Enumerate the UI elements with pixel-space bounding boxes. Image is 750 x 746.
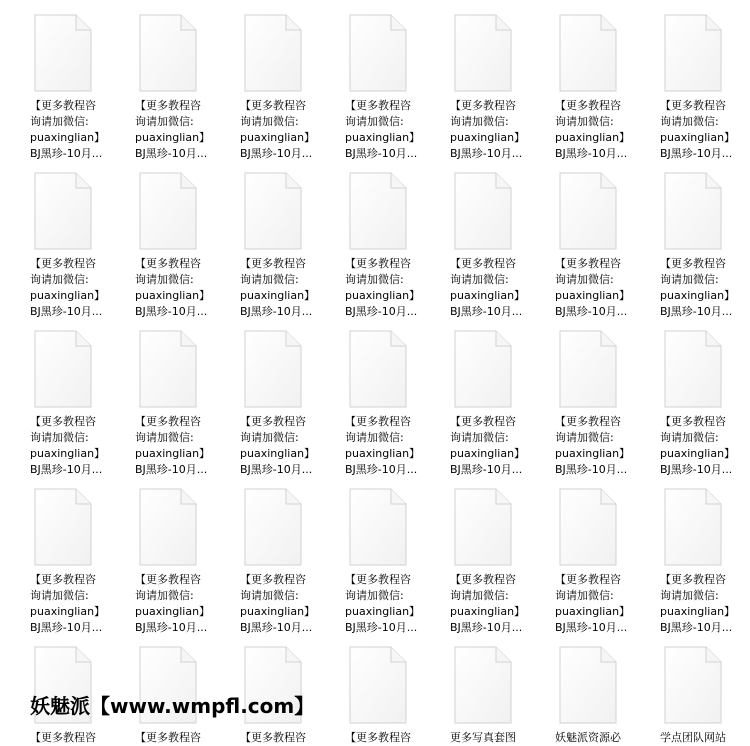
blank-document-icon bbox=[454, 14, 512, 92]
file-name-line: BJ黑珍-10月... bbox=[345, 305, 418, 318]
blank-document-icon bbox=[664, 14, 722, 92]
file-name-line: 询请加微信: bbox=[660, 115, 719, 128]
blank-document-icon bbox=[139, 488, 197, 566]
file-name-line: 【更多教程咨 bbox=[555, 415, 621, 428]
file-name-line: 询请加微信: bbox=[555, 115, 614, 128]
file-name-line: BJ黑珍-10月... bbox=[240, 147, 313, 160]
file-name-line: 【更多教程咨 bbox=[30, 573, 96, 586]
file-name-line: puaxinglian】 bbox=[135, 289, 211, 302]
file-name-line: 询请加微信: bbox=[240, 589, 299, 602]
blank-document-icon bbox=[664, 330, 722, 408]
file-name-label bbox=[450, 572, 546, 636]
file-name-line: 询请加微信: bbox=[30, 273, 89, 286]
file-name-line: 询请加微信: bbox=[135, 431, 194, 444]
blank-document-icon bbox=[244, 14, 302, 92]
blank-document-icon bbox=[664, 488, 722, 566]
file-name-line: 询请加微信: bbox=[30, 431, 89, 444]
file-name-label bbox=[30, 730, 126, 746]
blank-document-icon bbox=[349, 172, 407, 250]
file-name-line: BJ黑珍-10月... bbox=[240, 305, 313, 318]
file-name-label bbox=[135, 572, 231, 636]
file-name-line: 询请加微信: bbox=[555, 431, 614, 444]
file-name-line: BJ黑珍-10月... bbox=[450, 463, 523, 476]
file-name-label bbox=[345, 730, 441, 746]
blank-document-icon bbox=[454, 488, 512, 566]
file-name-line: 妖魅派资源必 bbox=[555, 731, 621, 744]
file-name-line: 【更多教程咨 bbox=[135, 257, 201, 270]
blank-document-icon bbox=[349, 646, 407, 724]
file-name-line: BJ黑珍-10月... bbox=[135, 621, 208, 634]
file-name-label bbox=[450, 256, 546, 320]
file-name-line: 【更多教程咨 bbox=[30, 257, 96, 270]
file-name-line: BJ黑珍-10月... bbox=[660, 463, 733, 476]
file-name-line: 【更多教程咨 bbox=[240, 731, 306, 744]
file-name-label bbox=[660, 730, 750, 746]
file-name-line: 【更多教程咨 bbox=[660, 99, 726, 112]
file-name-line: 询请加微信: bbox=[660, 273, 719, 286]
blank-document-icon bbox=[349, 14, 407, 92]
file-name-line: puaxinglian】 bbox=[345, 447, 421, 460]
file-name-line: puaxinglian】 bbox=[660, 131, 736, 144]
file-name-line: 【更多教程咨 bbox=[555, 99, 621, 112]
file-name-label bbox=[555, 572, 651, 636]
file-name-line: 【更多教程咨 bbox=[450, 257, 516, 270]
file-name-line: 询请加微信: bbox=[240, 431, 299, 444]
blank-document-icon bbox=[34, 488, 92, 566]
file-name-line: 【更多教程咨 bbox=[135, 415, 201, 428]
file-name-label bbox=[240, 572, 336, 636]
file-name-line: 【更多教程咨 bbox=[240, 573, 306, 586]
file-name-line: BJ黑珍-10月... bbox=[555, 305, 628, 318]
file-name-line: puaxinglian】 bbox=[660, 605, 736, 618]
blank-document-icon bbox=[244, 330, 302, 408]
file-name-line: 更多写真套图 bbox=[450, 731, 516, 744]
file-name-line: 询请加微信: bbox=[450, 115, 509, 128]
file-name-line: BJ黑珍-10月... bbox=[30, 621, 103, 634]
file-name-label bbox=[30, 98, 126, 162]
file-name-line: 询请加微信: bbox=[345, 431, 404, 444]
file-name-line: 询请加微信: bbox=[135, 589, 194, 602]
file-name-label bbox=[450, 414, 546, 478]
file-name-line: 【更多教程咨 bbox=[450, 99, 516, 112]
file-name-line: 【更多教程咨 bbox=[240, 257, 306, 270]
file-name-line: puaxinglian】 bbox=[660, 447, 736, 460]
file-name-line: puaxinglian】 bbox=[240, 131, 316, 144]
file-name-line: puaxinglian】 bbox=[135, 131, 211, 144]
file-name-line: 询请加微信: bbox=[555, 589, 614, 602]
file-name-label bbox=[240, 98, 336, 162]
blank-document-icon bbox=[559, 646, 617, 724]
blank-document-icon bbox=[559, 172, 617, 250]
file-name-line: 学点团队网站 bbox=[660, 731, 726, 744]
file-name-line: BJ黑珍-10月... bbox=[30, 147, 103, 160]
file-name-line: 【更多教程咨 bbox=[30, 99, 96, 112]
watermark-text: 妖魅派【www.wmpfl.com】 bbox=[30, 694, 315, 718]
file-name-line: puaxinglian】 bbox=[450, 131, 526, 144]
file-name-line: 询请加微信: bbox=[30, 115, 89, 128]
file-name-line: puaxinglian】 bbox=[555, 605, 631, 618]
blank-document-icon bbox=[454, 646, 512, 724]
blank-document-icon bbox=[244, 172, 302, 250]
file-name-line: puaxinglian】 bbox=[240, 605, 316, 618]
blank-document-icon bbox=[139, 172, 197, 250]
file-name-line: BJ黑珍-10月... bbox=[30, 305, 103, 318]
file-name-label bbox=[240, 256, 336, 320]
blank-document-icon bbox=[349, 488, 407, 566]
file-name-line: 询请加微信: bbox=[450, 431, 509, 444]
file-name-line: 【更多教程咨 bbox=[660, 415, 726, 428]
blank-document-icon bbox=[454, 330, 512, 408]
file-name-line: BJ黑珍-10月... bbox=[135, 305, 208, 318]
file-name-label bbox=[555, 98, 651, 162]
file-name-line: puaxinglian】 bbox=[30, 131, 106, 144]
file-name-line: BJ黑珍-10月... bbox=[660, 305, 733, 318]
file-name-line: 询请加微信: bbox=[450, 589, 509, 602]
file-name-line: 询请加微信: bbox=[135, 115, 194, 128]
file-name-line: 【更多教程咨 bbox=[345, 99, 411, 112]
file-name-line: 【更多教程咨 bbox=[450, 415, 516, 428]
file-name-line: puaxinglian】 bbox=[30, 447, 106, 460]
file-name-label bbox=[555, 256, 651, 320]
file-name-line: puaxinglian】 bbox=[135, 447, 211, 460]
file-name-line: BJ黑珍-10月... bbox=[450, 305, 523, 318]
file-name-line: 【更多教程咨 bbox=[555, 573, 621, 586]
file-name-line: puaxinglian】 bbox=[555, 447, 631, 460]
blank-document-icon bbox=[34, 172, 92, 250]
blank-document-icon bbox=[34, 330, 92, 408]
file-name-line: 【更多教程咨 bbox=[450, 573, 516, 586]
file-name-label bbox=[30, 414, 126, 478]
file-name-line: puaxinglian】 bbox=[30, 605, 106, 618]
file-name-line: puaxinglian】 bbox=[555, 131, 631, 144]
file-name-line: 【更多教程咨 bbox=[135, 99, 201, 112]
file-name-label bbox=[660, 414, 750, 478]
file-name-line: BJ黑珍-10月... bbox=[30, 463, 103, 476]
blank-document-icon bbox=[559, 330, 617, 408]
file-name-label bbox=[240, 730, 336, 746]
file-name-label bbox=[135, 730, 231, 746]
file-name-line: BJ黑珍-10月... bbox=[345, 147, 418, 160]
file-name-line: 询请加微信: bbox=[345, 273, 404, 286]
file-name-line: 【更多教程咨 bbox=[240, 415, 306, 428]
file-name-line: puaxinglian】 bbox=[450, 447, 526, 460]
file-name-line: 询请加微信: bbox=[555, 273, 614, 286]
file-name-label bbox=[135, 414, 231, 478]
file-name-line: 【更多教程咨 bbox=[135, 731, 201, 744]
blank-document-icon bbox=[34, 14, 92, 92]
file-name-label bbox=[30, 572, 126, 636]
file-name-line: 询请加微信: bbox=[660, 431, 719, 444]
blank-document-icon bbox=[244, 488, 302, 566]
file-name-line: BJ黑珍-10月... bbox=[555, 147, 628, 160]
file-name-line: 【更多教程咨 bbox=[660, 257, 726, 270]
file-name-line: puaxinglian】 bbox=[240, 447, 316, 460]
file-name-line: 【更多教程咨 bbox=[240, 99, 306, 112]
blank-document-icon bbox=[559, 488, 617, 566]
file-name-line: BJ黑珍-10月... bbox=[135, 147, 208, 160]
file-name-line: BJ黑珍-10月... bbox=[345, 463, 418, 476]
file-name-line: puaxinglian】 bbox=[30, 289, 106, 302]
file-name-label bbox=[555, 414, 651, 478]
file-name-line: 【更多教程咨 bbox=[345, 573, 411, 586]
file-name-label bbox=[345, 572, 441, 636]
file-name-line: BJ黑珍-10月... bbox=[555, 621, 628, 634]
file-name-line: puaxinglian】 bbox=[450, 605, 526, 618]
file-name-label bbox=[135, 256, 231, 320]
file-name-label bbox=[345, 256, 441, 320]
file-name-line: 询请加微信: bbox=[345, 589, 404, 602]
file-name-line: puaxinglian】 bbox=[135, 605, 211, 618]
file-name-line: BJ黑珍-10月... bbox=[450, 147, 523, 160]
file-name-label bbox=[30, 256, 126, 320]
file-name-line: BJ黑珍-10月... bbox=[555, 463, 628, 476]
file-name-line: 【更多教程咨 bbox=[30, 415, 96, 428]
file-name-line: puaxinglian】 bbox=[240, 289, 316, 302]
file-name-line: 询请加微信: bbox=[660, 589, 719, 602]
file-name-line: 询请加微信: bbox=[450, 273, 509, 286]
file-name-line: BJ黑珍-10月... bbox=[660, 621, 733, 634]
file-name-label bbox=[345, 414, 441, 478]
blank-document-icon bbox=[139, 14, 197, 92]
file-name-line: 【更多教程咨 bbox=[555, 257, 621, 270]
file-name-line: BJ黑珍-10月... bbox=[240, 463, 313, 476]
file-name-line: puaxinglian】 bbox=[450, 289, 526, 302]
file-name-label bbox=[240, 414, 336, 478]
blank-document-icon bbox=[664, 646, 722, 724]
file-name-label bbox=[660, 98, 750, 162]
file-name-line: 【更多教程咨 bbox=[660, 573, 726, 586]
file-name-label bbox=[660, 572, 750, 636]
file-name-line: 询请加微信: bbox=[345, 115, 404, 128]
file-name-line: 【更多教程咨 bbox=[135, 573, 201, 586]
file-name-line: puaxinglian】 bbox=[345, 289, 421, 302]
file-name-line: puaxinglian】 bbox=[555, 289, 631, 302]
file-name-line: 【更多教程咨 bbox=[345, 731, 411, 744]
file-name-line: 询请加微信: bbox=[240, 273, 299, 286]
file-name-line: 【更多教程咨 bbox=[345, 415, 411, 428]
file-name-line: 询请加微信: bbox=[240, 115, 299, 128]
blank-document-icon bbox=[664, 172, 722, 250]
file-name-label bbox=[555, 730, 651, 746]
file-name-label bbox=[660, 256, 750, 320]
blank-document-icon bbox=[559, 14, 617, 92]
file-name-label bbox=[450, 730, 546, 746]
file-name-label bbox=[135, 98, 231, 162]
file-name-line: puaxinglian】 bbox=[345, 131, 421, 144]
file-name-label bbox=[450, 98, 546, 162]
file-name-line: BJ黑珍-10月... bbox=[450, 621, 523, 634]
file-name-line: BJ黑珍-10月... bbox=[660, 147, 733, 160]
file-name-line: 【更多教程咨 bbox=[345, 257, 411, 270]
file-name-line: BJ黑珍-10月... bbox=[135, 463, 208, 476]
file-name-line: puaxinglian】 bbox=[660, 289, 736, 302]
file-name-line: 【更多教程咨 bbox=[30, 731, 96, 744]
file-name-line: 询请加微信: bbox=[135, 273, 194, 286]
blank-document-icon bbox=[139, 330, 197, 408]
file-name-line: BJ黑珍-10月... bbox=[240, 621, 313, 634]
blank-document-icon bbox=[454, 172, 512, 250]
blank-document-icon bbox=[349, 330, 407, 408]
file-name-line: BJ黑珍-10月... bbox=[345, 621, 418, 634]
file-name-line: puaxinglian】 bbox=[345, 605, 421, 618]
file-name-label bbox=[345, 98, 441, 162]
file-name-line: 询请加微信: bbox=[30, 589, 89, 602]
